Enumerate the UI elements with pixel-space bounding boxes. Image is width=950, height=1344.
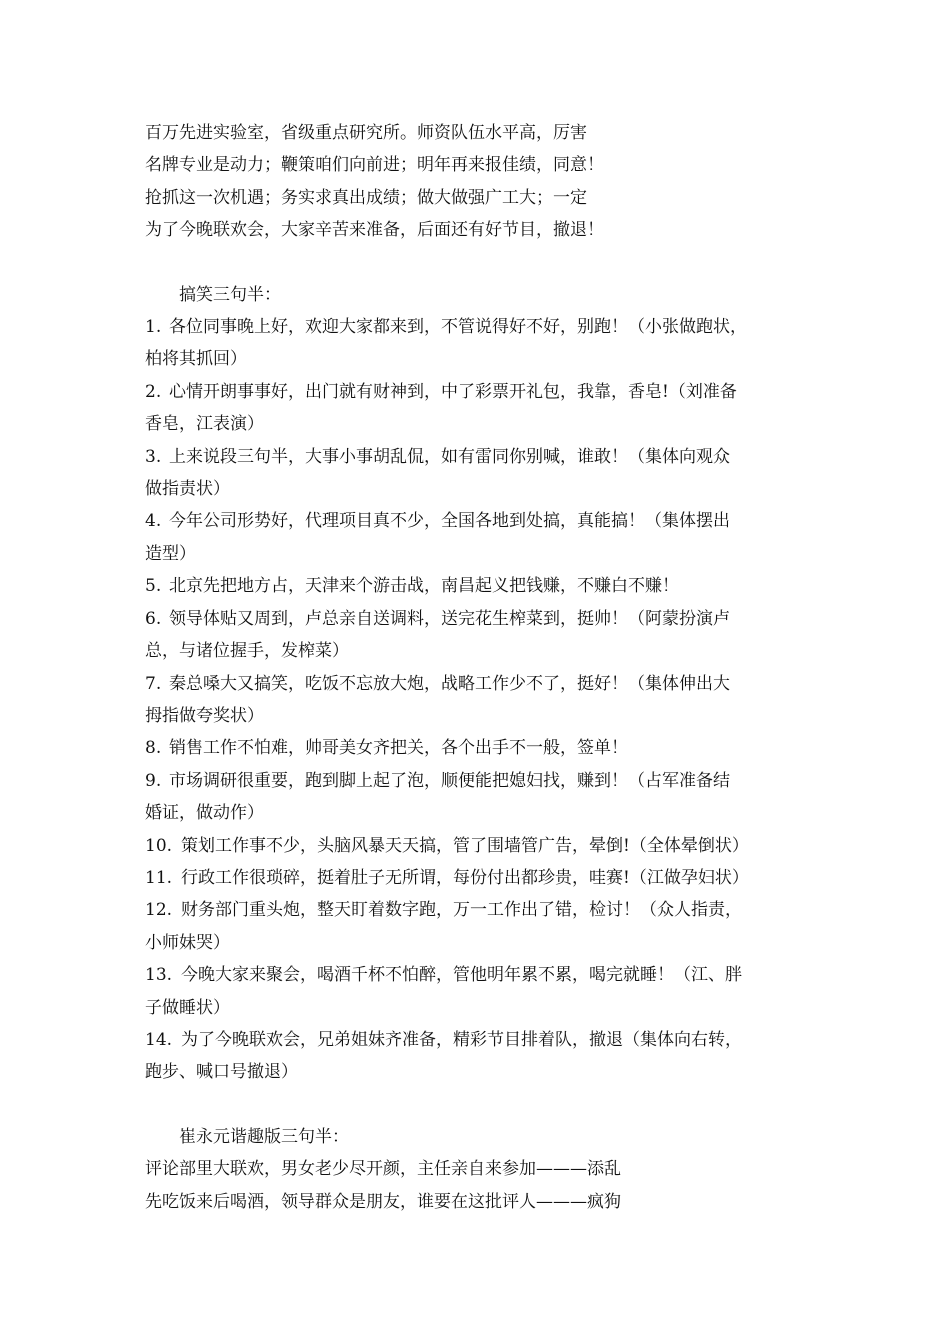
list-item — [145, 959, 813, 1024]
item-number: 11. — [145, 867, 173, 888]
item-text: 秦总嗓大又搞笑，吃饭不忘放大炮，战略工作少不了，挺好！（集体伸出大 — [169, 673, 730, 694]
list-item — [145, 441, 813, 506]
item-number: 2. — [145, 381, 162, 402]
list-item — [145, 603, 813, 668]
list-item — [145, 894, 813, 959]
section-heading: 搞笑三句半： — [179, 284, 281, 305]
intro-line: 为了今晚联欢会，大家辛苦来准备，后面还有好节目，撤退！ — [145, 220, 604, 241]
spacer — [145, 247, 813, 279]
item-number: 10. — [145, 835, 173, 856]
list-item — [145, 732, 813, 764]
item-text: 今晚大家来聚会，喝酒千杯不怕醉，管他明年累不累，喝完就睡！（江、胖 — [181, 965, 742, 986]
list-item — [145, 570, 813, 602]
item-list — [145, 311, 813, 1089]
intro-block — [145, 117, 813, 247]
item-number: 13. — [145, 965, 173, 986]
item-text-continued: 小师妹哭） — [145, 932, 230, 953]
item-text-continued: 香皂，江表演） — [145, 414, 264, 435]
item-text: 行政工作很琐碎，挺着肚子无所谓，每份付出都珍贵，哇赛!（江做孕妇状） — [181, 867, 749, 888]
item-text: 各位同事晚上好，欢迎大家都来到，不管说得好不好，别跑！（小张做跑状， — [169, 317, 747, 338]
document-page — [145, 117, 813, 1218]
list-item — [145, 668, 813, 733]
item-text-continued: 总，与诸位握手，发榨菜） — [145, 641, 349, 662]
item-text: 今年公司形势好，代理项目真不少，全国各地到处搞，真能搞！（集体摆出 — [169, 511, 730, 532]
item-text: 市场调研很重要，跑到脚上起了泡，顺便能把媳妇找，赚到！（占军准备结 — [169, 770, 730, 791]
item-number: 5. — [145, 576, 162, 597]
item-number: 9. — [145, 770, 162, 791]
item-text-continued: 做指责状） — [145, 479, 230, 500]
section-cui-yongyuan — [145, 1121, 813, 1218]
item-number: 3. — [145, 446, 162, 467]
list-item — [145, 311, 813, 376]
list-item — [145, 862, 813, 894]
item-number: 8. — [145, 738, 162, 759]
list-item — [145, 505, 813, 570]
item-text: 策划工作事不少，头脑风暴天天搞，管了围墙管广告，晕倒!（全体晕倒状） — [181, 835, 749, 856]
item-number: 6. — [145, 608, 162, 629]
item-number: 1. — [145, 317, 162, 338]
item-number: 12. — [145, 900, 173, 921]
list-item — [145, 765, 813, 830]
section-funny-sanjuban — [145, 279, 813, 1089]
verse-line: 评论部里大联欢，男女老少尽开颜，主任亲自来参加———添乱 — [145, 1159, 621, 1180]
item-text-continued: 柏将其抓回） — [145, 349, 247, 370]
item-number: 4. — [145, 511, 162, 532]
list-item — [145, 1024, 813, 1089]
item-text-continued: 拇指做夸奖状） — [145, 705, 264, 726]
spacer — [145, 1089, 813, 1121]
intro-line: 名牌专业是动力；鞭策咱们向前进；明年再来报佳绩，同意！ — [145, 155, 604, 176]
item-text-continued: 子做睡状） — [145, 997, 230, 1018]
item-text: 心情开朗事事好，出门就有财神到，中了彩票开礼包，我靠，香皂!（刘准备 — [169, 381, 737, 402]
item-number: 14. — [145, 1029, 173, 1050]
intro-line: 抢抓这一次机遇；务实求真出成绩；做大做强广工大；一定 — [145, 187, 587, 208]
item-text: 财务部门重头炮，整天盯着数字跑，万一工作出了错，检讨！（众人指责， — [181, 900, 742, 921]
item-text-continued: 跑步、喊口号撤退） — [145, 1062, 298, 1083]
item-text: 销售工作不怕难，帅哥美女齐把关，各个出手不一般，签单！ — [169, 738, 628, 759]
list-item — [145, 830, 813, 862]
section-heading: 崔永元谐趣版三句半： — [179, 1126, 349, 1147]
item-text: 为了今晚联欢会，兄弟姐妹齐准备，精彩节目排着队，撤退（集体向右转， — [181, 1029, 742, 1050]
intro-line: 百万先进实验室，省级重点研究所。师资队伍水平高，厉害 — [145, 123, 587, 143]
item-text: 领导体贴又周到，卢总亲自送调料，送完花生榨菜到，挺帅！（阿蒙扮演卢 — [169, 608, 730, 629]
item-text: 上来说段三句半，大事小事胡乱侃，如有雷同你别喊，谁敢！（集体向观众 — [169, 446, 730, 467]
verse-line: 先吃饭来后喝酒，领导群众是朋友，谁要在这批评人———疯狗 — [145, 1191, 621, 1212]
item-text-continued: 造型） — [145, 543, 196, 564]
item-text: 北京先把地方占，天津来个游击战，南昌起义把钱赚，不赚白不赚！ — [169, 576, 679, 597]
item-number: 7. — [145, 673, 162, 694]
list-item — [145, 376, 813, 441]
item-text-continued: 婚证，做动作） — [145, 803, 264, 824]
